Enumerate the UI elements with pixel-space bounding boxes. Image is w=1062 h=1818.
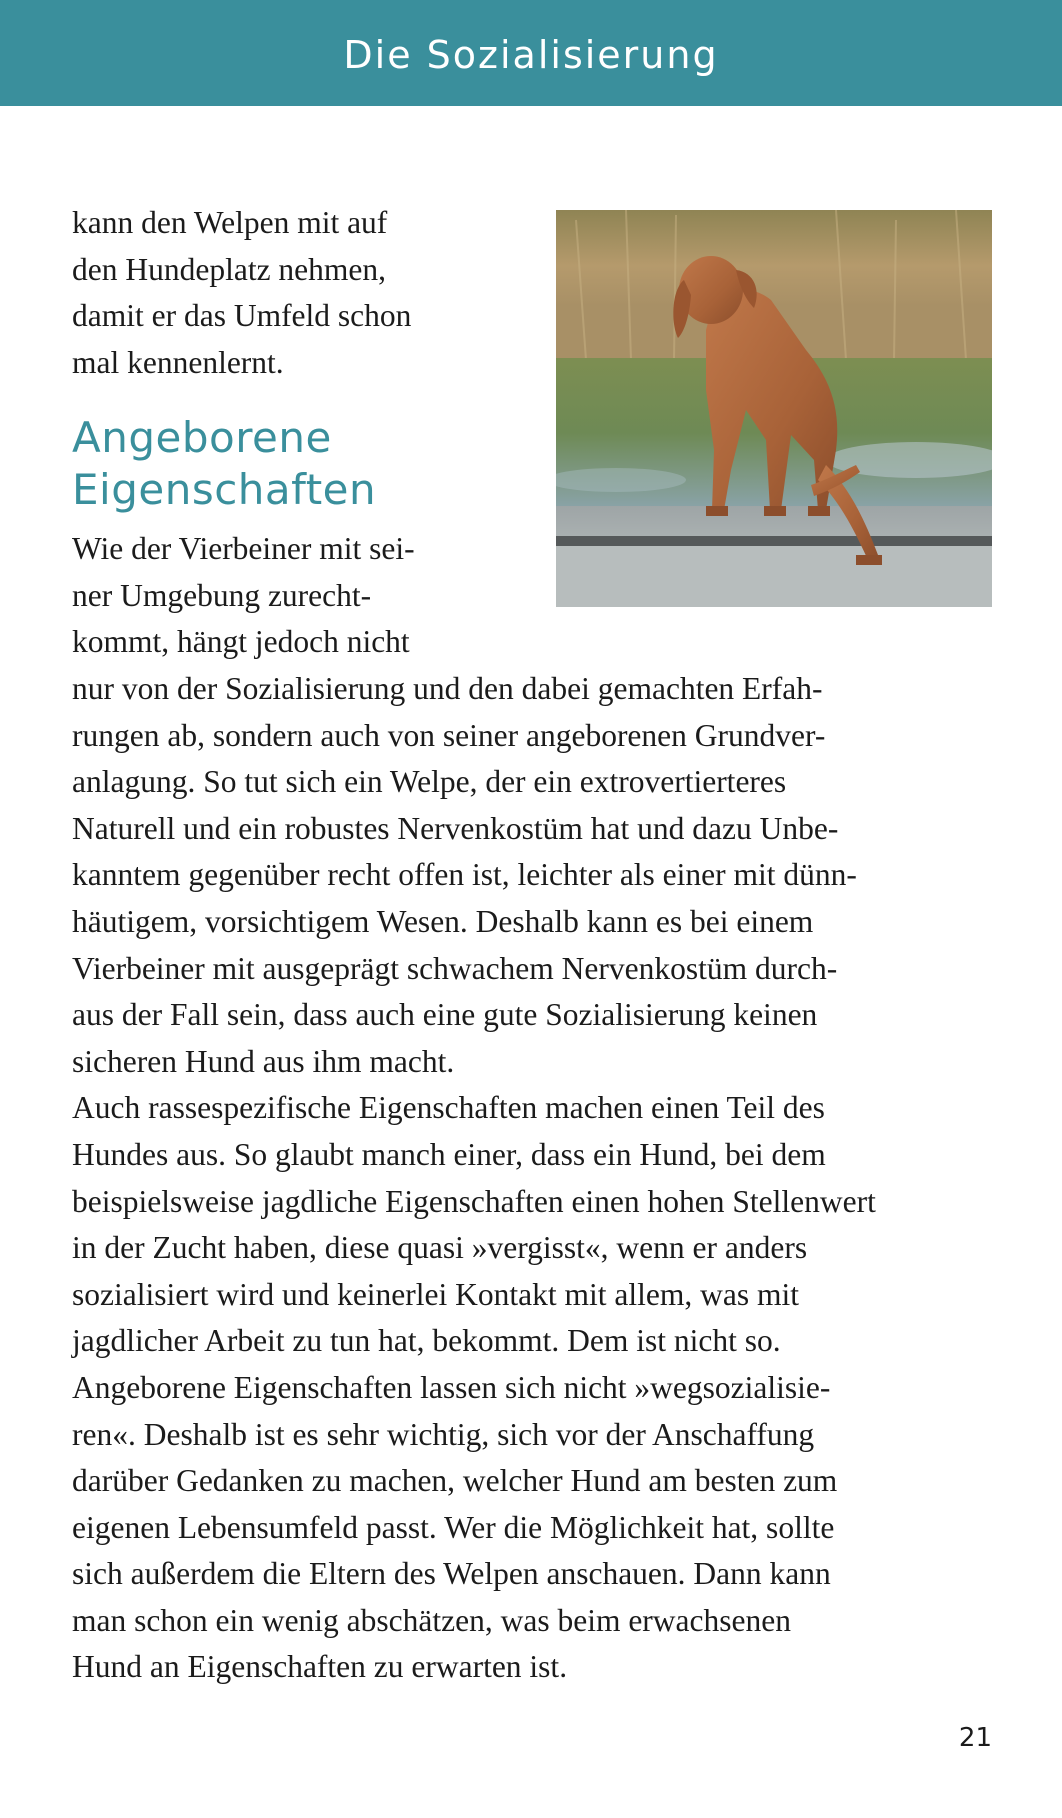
text-line: in der Zucht haben, diese quasi »vergisst«, wenn er anders [72, 1230, 808, 1266]
text-line: nur von der Sozialisierung und den dabei gemachten Erfah- [72, 671, 823, 706]
text-line: häutigem, vorsichtigem Wesen. Deshalb kann es bei einem [72, 903, 814, 939]
text-line: Hund an Eigenschaften zu erwarten ist. [72, 1649, 568, 1685]
text-line: Hundes aus. So glaubt manch einer, dass ein Hund, bei dem [72, 1136, 826, 1172]
text-line: ren«. Deshalb ist es sehr wichtig, sich vor der Anschaffung [72, 1416, 815, 1452]
text-line: sozialisiert wird und keinerlei Kontakt mit allem, was mit [72, 1276, 799, 1312]
text-line: jagdlicher Arbeit zu tun hat, bekommt. Dem ist nicht so. [72, 1323, 781, 1359]
section-body [72, 666, 992, 1691]
text-line: Naturell und ein robustes Nervenkostüm hat und dazu Unbe- [72, 810, 839, 846]
text-line: sich außerdem die Eltern des Welpen anschauen. Dann kann [72, 1556, 831, 1592]
text-line: aus der Fall sein, dass auch eine gute Sozialisierung keinen [72, 997, 818, 1033]
intro-paragraph [72, 200, 542, 386]
section-heading [72, 412, 376, 516]
text-line: den Hundeplatz nehmen, [72, 251, 387, 287]
page-header [0, 0, 1062, 106]
text-line: damit er das Umfeld schon [72, 298, 412, 334]
text-line: rungen ab, sondern auch von seiner angeborenen Grundver- [72, 717, 826, 753]
text-line: Auch rassespezifische Eigenschaften machen einen Teil des [72, 1090, 825, 1126]
text-line: kommt, hängt jedoch nicht [72, 624, 410, 660]
text-line: Wie der Vierbeiner mit sei- [72, 531, 415, 566]
text-line: man schon ein wenig abschätzen, was beim erwachsenen [72, 1602, 791, 1638]
text-line: ner Umgebung zurecht- [72, 577, 372, 613]
chapter-title: Die Sozialisierung [343, 33, 719, 77]
text-line: Vierbeiner mit ausgeprägt schwachem Nervenkostüm durch- [72, 950, 838, 986]
text-line: darüber Gedanken zu machen, welcher Hund am besten zum [72, 1463, 838, 1499]
text-line: eigenen Lebensumfeld passt. Wer die Möglichkeit hat, sollte [72, 1509, 835, 1545]
heading-line: Eigenschaften [72, 465, 377, 514]
text-line: Angeborene Eigenschaften lassen sich nicht »wegsozialisie- [72, 1369, 831, 1405]
text-line: beispielsweise jagdliche Eigenschaften einen hohen Stellenwert [72, 1183, 876, 1219]
text-line: kanntem gegenüber recht offen ist, leichter als einer mit dünn- [72, 857, 857, 893]
text-line: anlagung. So tut sich ein Welpe, der ein extrovertierteres [72, 764, 787, 800]
page-number: 21 [958, 1723, 992, 1753]
puppy-photo [556, 210, 992, 607]
text-line: kann den Welpen mit auf [72, 205, 388, 240]
section-paragraph-start [72, 526, 542, 666]
text-line: sicheren Hund aus ihm macht. [72, 1043, 455, 1079]
text-line: mal kennenlernt. [72, 344, 284, 380]
heading-line: Angeborene [72, 413, 332, 462]
